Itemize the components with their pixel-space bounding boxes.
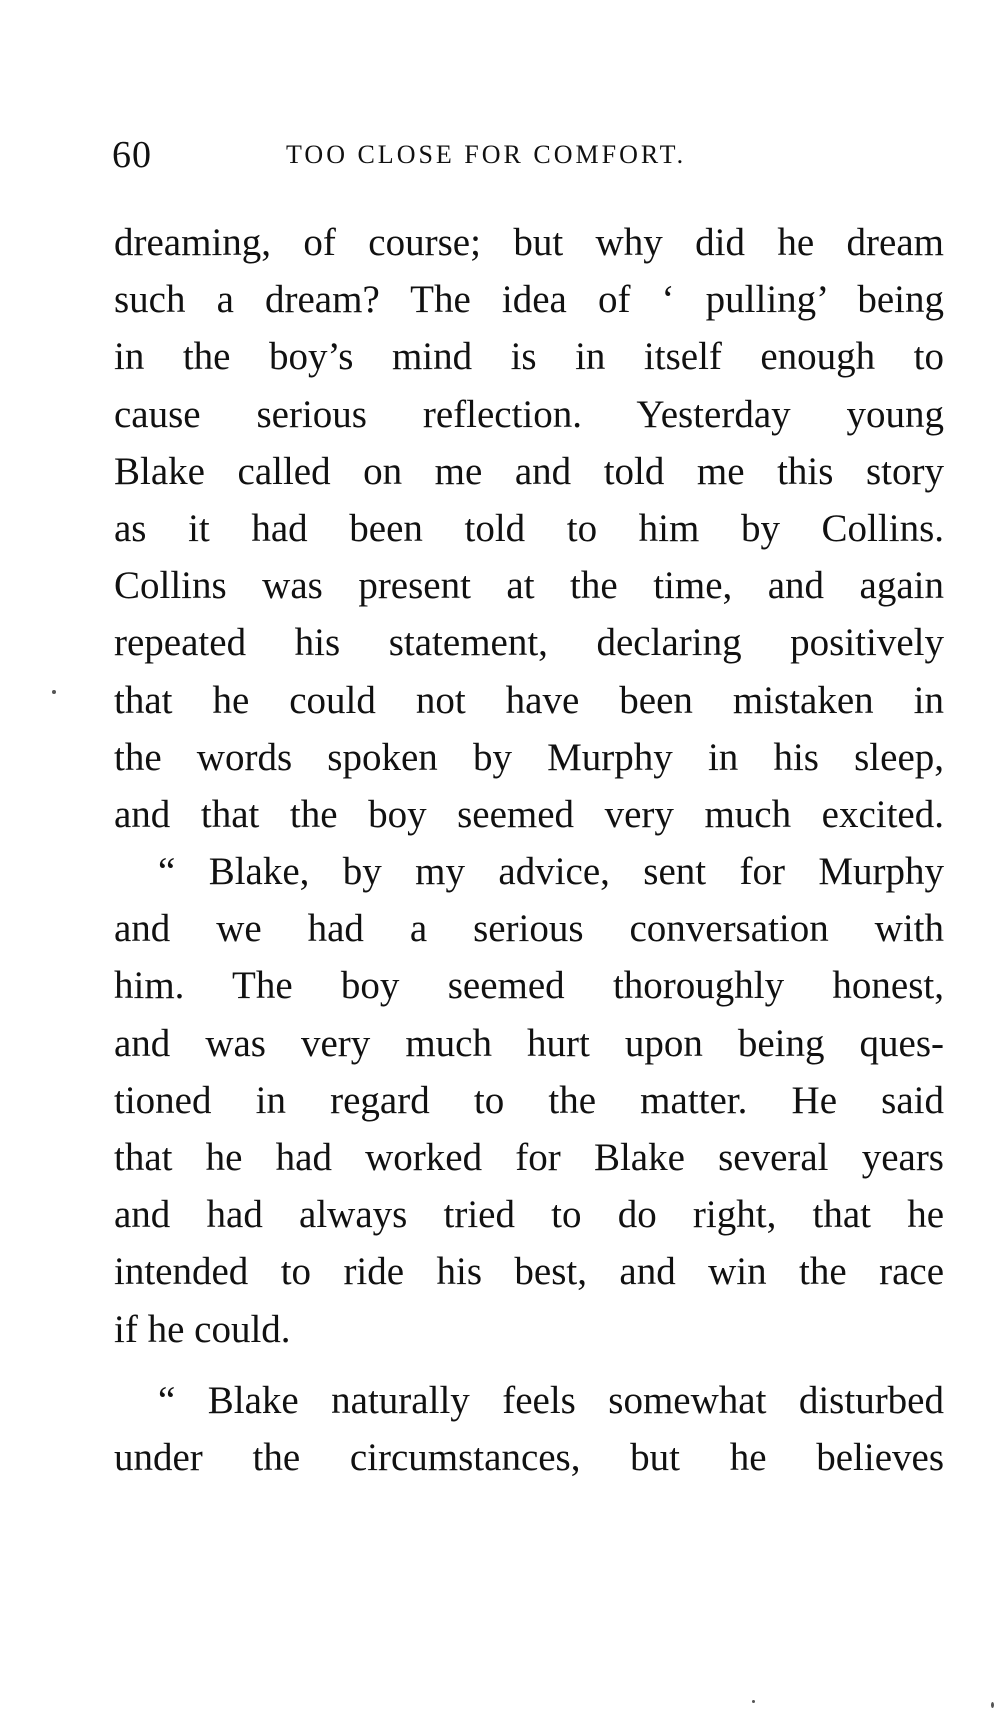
running-head: [112, 130, 872, 180]
scan-speck: [991, 1702, 994, 1708]
text-line: under the circumstances, but he believes: [114, 1435, 944, 1479]
text-line: Blake called on me and told me this story: [114, 449, 944, 493]
running-title: TOO CLOSE FOR COMFORT.: [286, 140, 687, 169]
text-line: and that the boy seemed very much excited.: [114, 792, 944, 836]
text-line: that he had worked for Blake several years: [114, 1136, 944, 1179]
text-line: in the boy’s mind is in itself enough to: [114, 335, 944, 379]
text-line: as it had been told to him by Collins.: [114, 506, 944, 550]
paragraph-gap: [114, 1358, 944, 1372]
text-line: and was very much hurt upon being ques-: [114, 1021, 944, 1065]
text-line: that he could not have been mistaken in: [114, 678, 944, 722]
paragraph: [114, 843, 944, 1358]
text-line: cause serious reflection. Yesterday young: [114, 392, 944, 436]
text-line: and had always tried to do right, that he: [114, 1193, 944, 1237]
scan-speck: [52, 690, 56, 694]
text-line: him. The boy seemed thoroughly honest,: [114, 964, 944, 1008]
text-line: Collins was present at the time, and again: [114, 564, 944, 608]
text-line: tioned in regard to the matter. He said: [114, 1078, 944, 1122]
scan-speck: [752, 1700, 755, 1703]
text-line: repeated his statement, declaring positively: [114, 621, 944, 665]
paragraph: [114, 1372, 944, 1486]
text-line: “ Blake naturally feels somewhat disturbed: [158, 1378, 944, 1422]
body-text: [114, 214, 944, 1486]
paragraph: [114, 214, 944, 843]
text-line: the words spoken by Murphy in his sleep,: [114, 735, 944, 779]
text-line: dreaming, of course; but why did he dream: [114, 221, 944, 264]
text-line: “ Blake, by my advice, sent for Murphy: [158, 850, 944, 894]
text-line: and we had a serious conversation with: [114, 907, 944, 951]
text-line: such a dream? The idea of ‘ pulling’ being: [114, 278, 944, 322]
text-line: if he could.: [114, 1307, 291, 1351]
page-number: 60: [112, 134, 152, 176]
text-line: intended to ride his best, and win the race: [114, 1250, 944, 1294]
